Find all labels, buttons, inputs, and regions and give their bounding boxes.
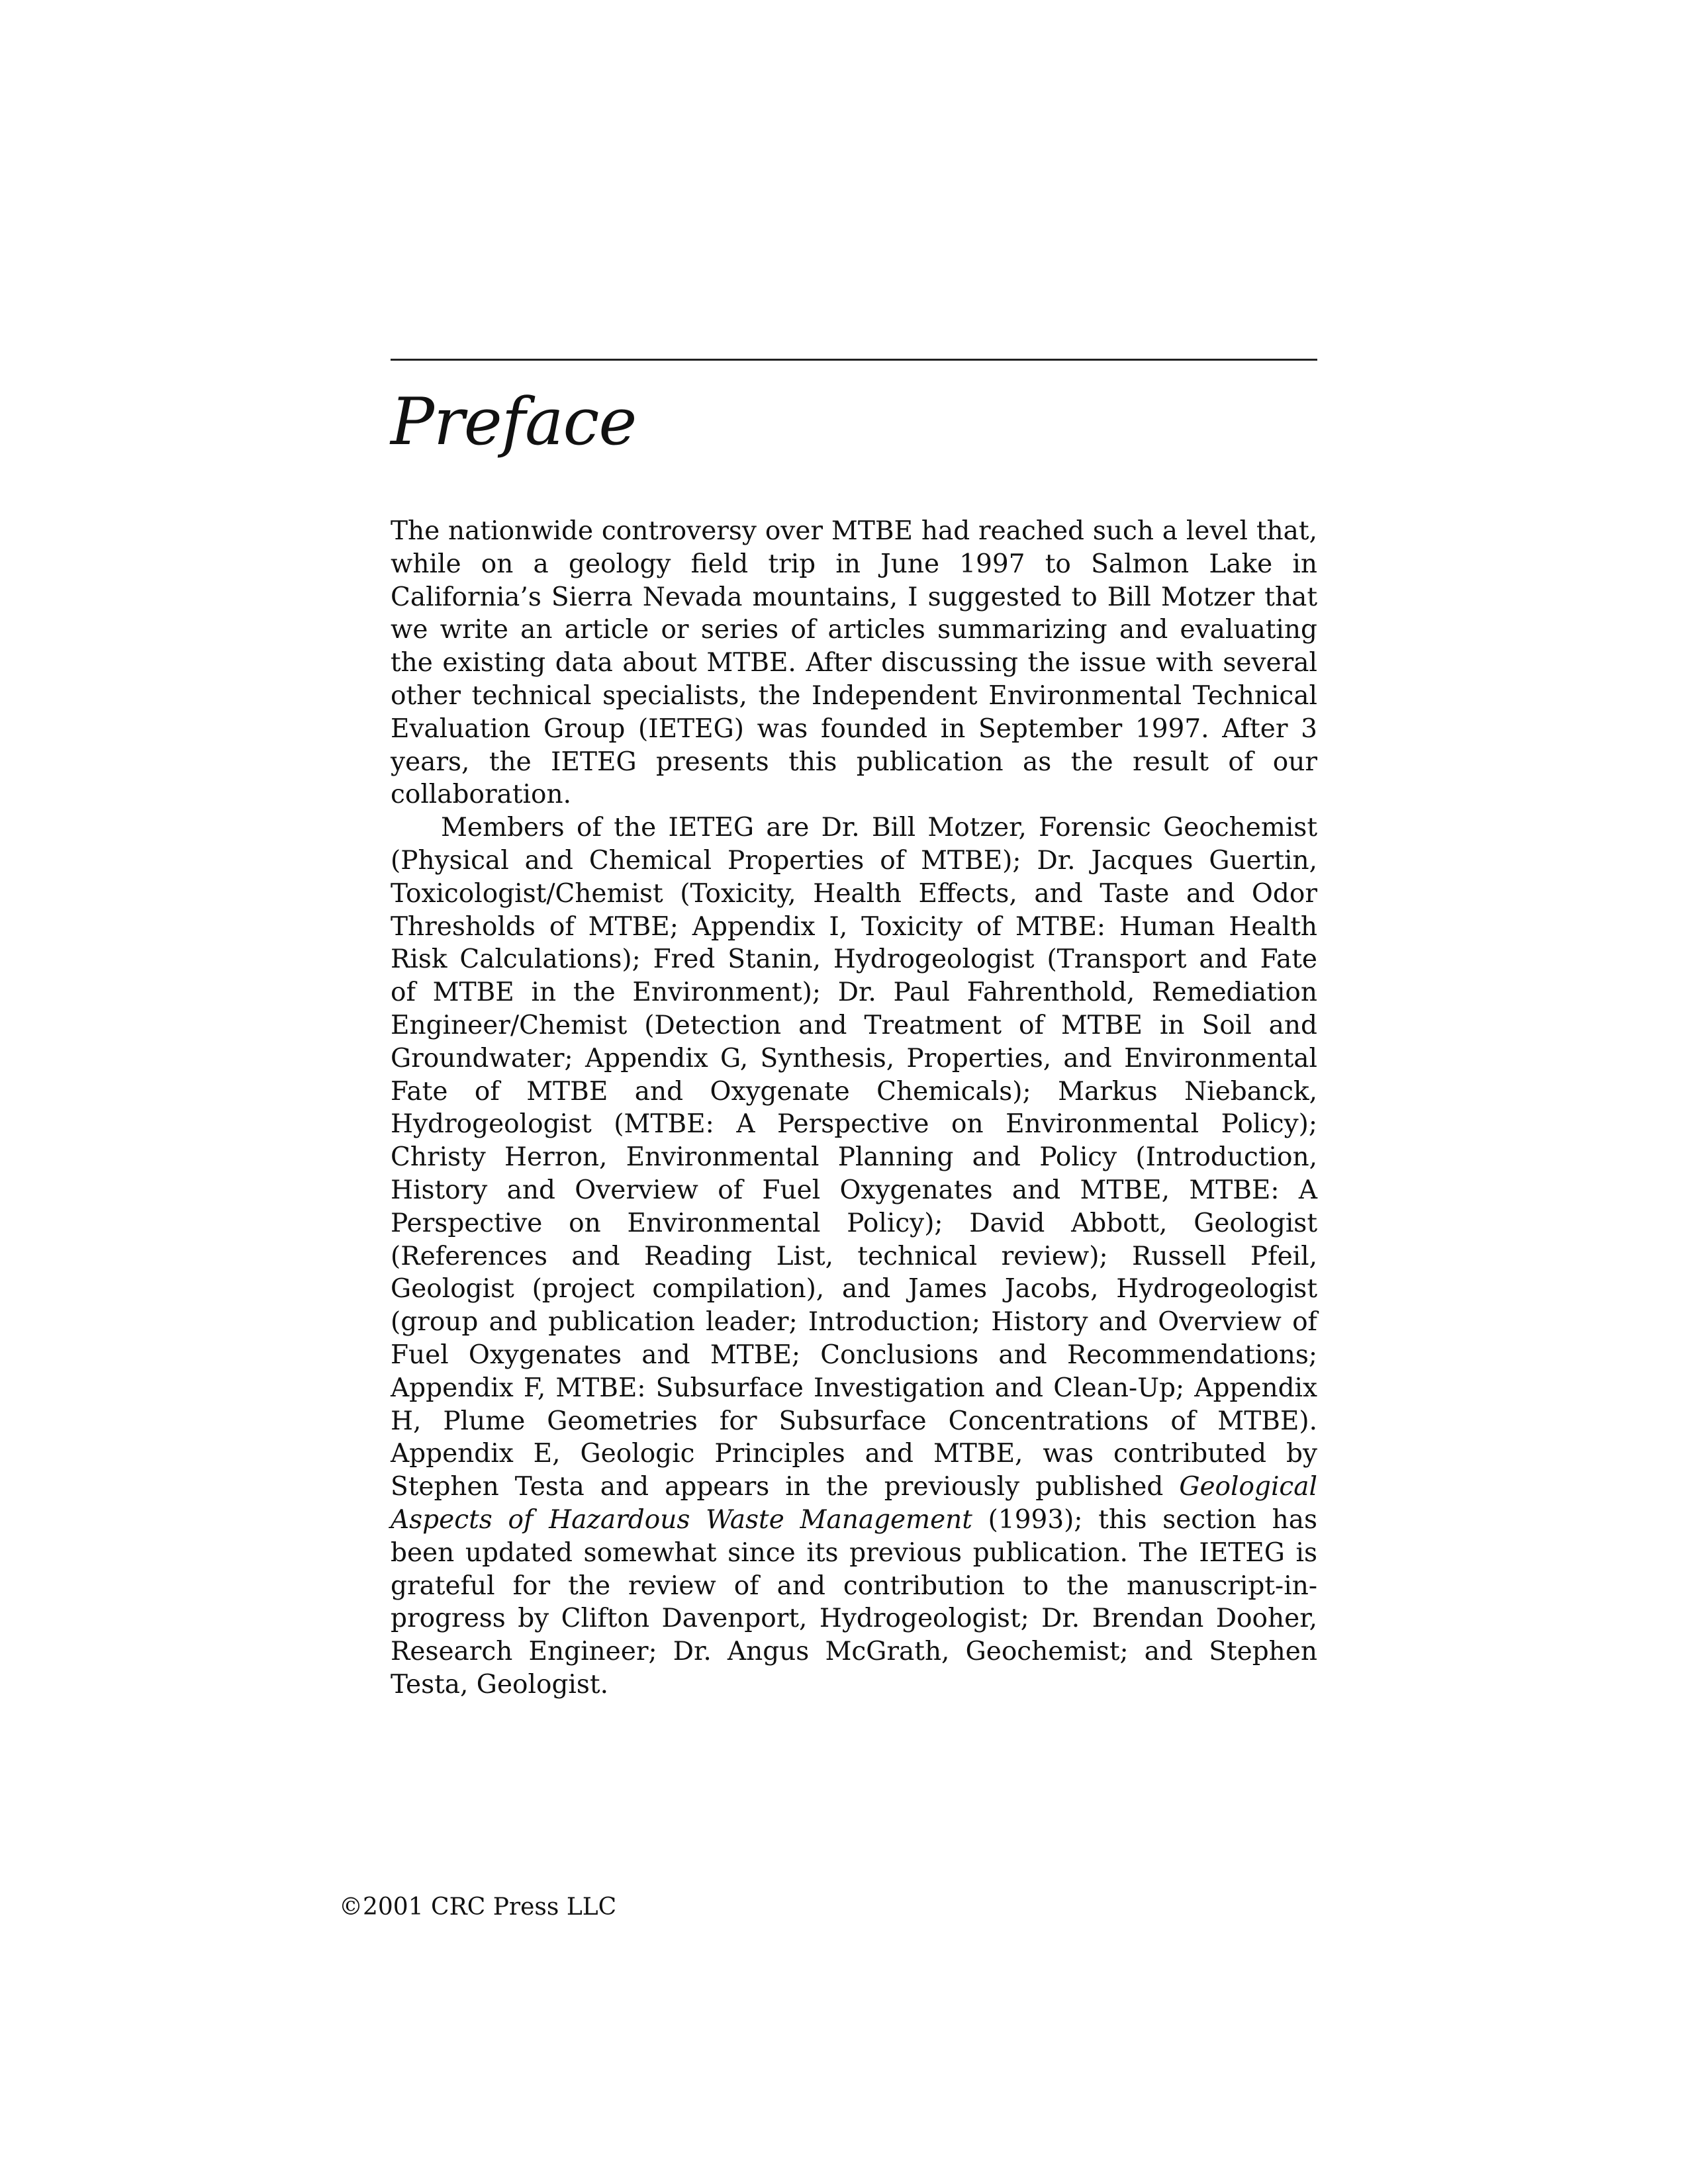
copyright-footer: ©2001 CRC Press LLC bbox=[339, 1893, 617, 1921]
paragraph-2-text-1: Members of the IETEG are Dr. Bill Motzer, Forensic Geochemist (Physical and Chemical Properties of MTBE); Dr. Jacques Guertin, Toxicologist/Chemist (Toxicity, Health Effects, and Taste and Odor Thresholds of MTBE; Appendix I, Toxicity of MTBE: Human Health Risk Calculations); Fred Stanin, Hydrogeologist (Transport and Fate of MTBE in the Environment); Dr. Paul Fahrenthold, Remediation Engineer/Chemist (Detection and Treatment of MTBE in Soil and Groundwater; Appendix G, Synthesis, Properties, and Environmental Fate of MTBE and Oxygenate Chemicals); Markus Niebanck, Hydrogeologist (MTBE: A Perspective on Environmental Policy); Christy Herron, Environmental Planning and Policy (Introduction, History and Overview of Fuel Oxygenates and MTBE, MTBE: A Perspective on Environmental Policy); David Abbott, Geologist (References and Reading List, technical review); Russell Pfeil, Geologist (project compilation), and James Jacobs, Hydrogeologist (group and publication leader; Introduction; History and Overview of Fuel Oxygenates and MTBE; Conclusions and Recommendations; Appendix F, MTBE: Subsurface Investigation and Clean-Up; Appendix H, Plume Geometries for Subsurface Concentrations of MTBE). Appendix E, Geologic Principles and MTBE, was contributed by Stephen Testa and appears in the previously published bbox=[391, 813, 1317, 1502]
preface-body bbox=[391, 515, 1317, 1702]
preface-paragraph-1: The nationwide controversy over MTBE had reached such a level that, while on a geology field trip in June 1997 to Salmon Lake in California’s Sierra Nevada mountains, I suggested to Bill Motzer that we write an article or series of articles summarizing and evaluating the existing data about MTBE. After discussing the issue with several other technical specialists, the Independent Environmental Technical Evaluation Group (IETEG) was founded in September 1997. After 3 years, the IETEG presents this publication as the result of our collaboration. bbox=[391, 516, 1317, 810]
page-title: Preface bbox=[391, 385, 637, 460]
book-title: Geological Aspects of Hazardous Waste Management bbox=[391, 1472, 1317, 1535]
paragraph-2-text-2: (1993); this section has been updated somewhat since its previous publication. The IETEG is grateful for the review of and contribution to the manuscript-in-progress by Clifton Davenport, Hydrogeologist; Dr. Brendan Dooher, Research Engineer; Dr. Angus McGrath, Geochemist; and Stephen Testa, Geologist. bbox=[391, 1504, 1317, 1700]
title-rule bbox=[391, 359, 1317, 361]
preface-paragraph-2 bbox=[391, 811, 1317, 1702]
